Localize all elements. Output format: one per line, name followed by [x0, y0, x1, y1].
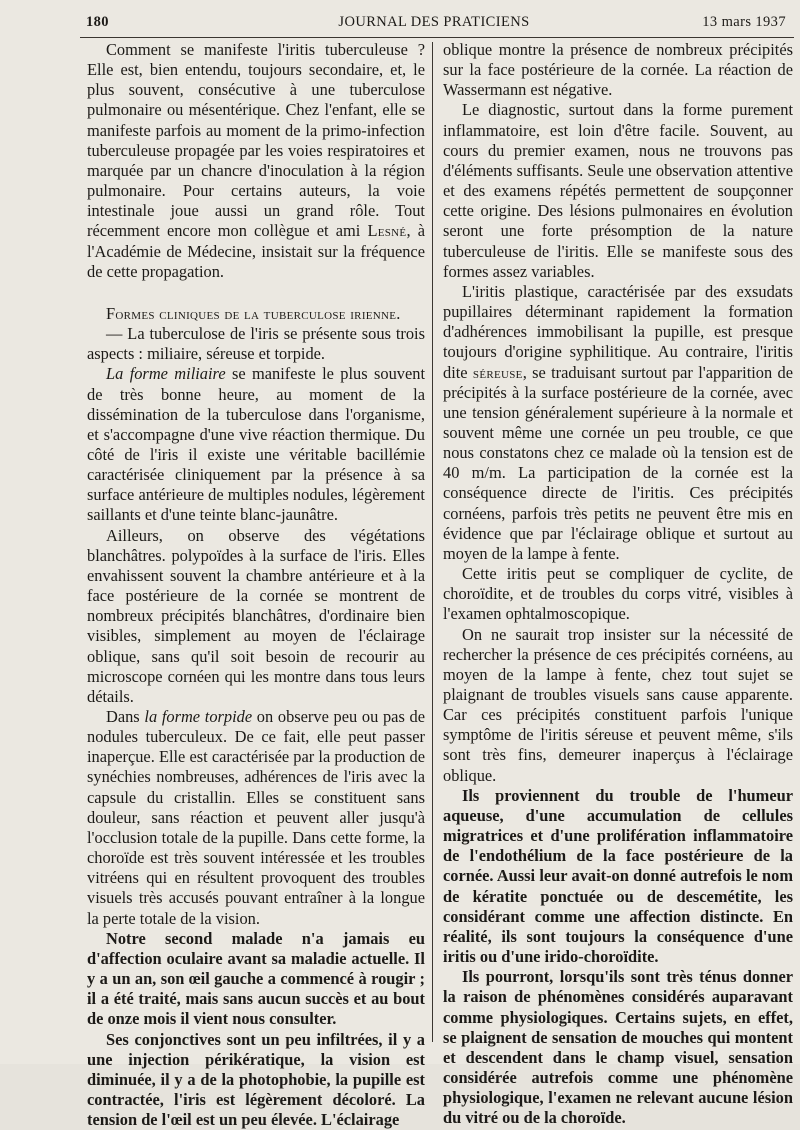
paragraph-origin	[87, 40, 425, 282]
paragraph-examination: Ses conjonctives sont un peu infiltrées, il y a une injection périkératique, la vision est diminuée, il y a de la photophobie, la pupille est contractée, l'iris est légèrement décoloré. La tension de l'œil est un peu élevée. L'éclairage	[87, 1030, 425, 1130]
author-name: Lesné	[367, 221, 406, 240]
paragraph-vegetations: Ailleurs, on observe des végétations blanchâtres. polypoïdes à la surface de l'iris. Elles envahissent souvent la chambre antérieure et à la face postérieure de la cornée se montrent de nombreux précipités blanchâtres, d'ordinaire bien visibles, simplement au moyen de l'éclairage oblique, sans qu'il soit besoin de recourir au microscope cornéen qui les montre dans tous leurs détails.	[87, 526, 425, 707]
left-column	[87, 40, 425, 1130]
miliaire-text: se manifeste le plus souvent de très bonne heure, au moment de la dissémination de la tuberculose dans l'organisme, et s'accompagne d'une vive réaction thermique. Du côté de l'iris il existe une véritable bacillémie caractérisée cliniquement par la présence à sa surface antérieure de multiples nodules, légèrement saillants et d'une teinte blanc-jaunâtre.	[87, 364, 425, 524]
paragraph-plastique	[443, 282, 793, 564]
paragraph-mouches: Ils pourront, lorsqu'ils sont très ténus donner la raison de phénomènes considérés auparavant comme physiologiques. Certains sujets, en effet, se plaignent de sensation de mouches qui montent et descendent dans le champ visuel, sensation considérée autrefois comme une phénomène physiologique, l'examen ne relevant aucune lésion du vitré ou de la choroïde.	[443, 967, 793, 1128]
paragraph-torpide	[87, 707, 425, 929]
origin-text-end: , à l'Académie de Médecine, insistait sur la fréquence de cette propagation.	[87, 221, 425, 280]
paragraph-forms	[87, 304, 425, 364]
paragraph-humeur-aqueuse: Ils proviennent du trouble de l'humeur aqueuse, d'une accumulation de cellules migratrices et d'une prolifération inflammatoire de l'endothélium de la face postérieure de la cornée. Aussi leur avait-on donné autrefois le nom de kératite ponctuée ou de descemétite, les considérant comme une affection distincte. En réalité, ils sont toujours la conséquence d'une iritis ou d'une irido-choroïdite.	[443, 786, 793, 967]
paragraph-cyclite: Cette iritis peut se compliquer de cyclite, de choroïdite, et de troubles du corps vitré, visibles à l'examen ophtalmoscopique.	[443, 564, 793, 624]
paragraph-second-patient: Notre second malade n'a jamais eu d'affection oculaire avant sa maladie actuelle. Il y a un an, son œil gauche a commencé à rougir ; il a été traité, mais sans aucun succès et au bout de onze mois il vient nous consulter.	[87, 929, 425, 1030]
page-header	[80, 14, 788, 36]
paragraph-continuation: oblique montre la présence de nombreux précipités sur la face postérieure de la cornée. La réaction de Wassermann est négative.	[443, 40, 793, 100]
plastique-text-end: , se traduisant surtout par l'apparition de précipités à la surface postérieure de la cornée, avec une tension généralement supérieure à la normale et souvent même une cornée un peu trouble, ce que nous constatons chez ce malade où la tension est de 40 m/m. La participation de la cornée est la conséquence directe de l'iritis. Ces précipités cornéens, parfois très petits ne peuvent être mis en évidence que par l'éclairage oblique et surtout au moyen de la lampe à fente.	[443, 363, 793, 563]
forme-miliaire-term: La forme miliaire	[106, 364, 226, 383]
sereuse-term: séreuse	[473, 363, 523, 382]
torpide-intro: Dans	[106, 707, 144, 726]
column-divider	[432, 42, 433, 1042]
origin-text: Comment se manifeste l'iritis tuberculeuse ? Elle est, bien entendu, toujours secondaire, et, le plus souvent, consécutive à une tuberculose pulmonaire ou mésentérique. Chez l'enfant, elle se manifeste parfois au moment de la primo-infection tuberculeuse propagée par les voies respiratoires et marquée par un chancre d'inoculation à la région pulmonaire. Pour certains auteurs, la voie intestinale joue aussi un grand rôle. Tout récemment encore mon collègue et ami	[87, 40, 425, 240]
header-rule	[80, 37, 794, 38]
paragraph-lampe-fente: On ne saurait trop insister sur la nécessité de rechercher la présence de ces précipités cornéens, au moyen de la lampe à fente, chez tout sujet se plaignant de troubles visuels sans cause apparente. Car ces précipités constituent parfois l'unique symptôme de l'iritis séreuse et peuvent même, s'ils sont très fins, demeurer inaperçus à l'éclairage oblique.	[443, 625, 793, 786]
paragraph-miliaire	[87, 364, 425, 525]
page-number: 180	[86, 14, 109, 31]
forme-torpide-term: la forme torpide	[144, 707, 252, 726]
plastique-text: L'iritis plastique, caractérisée par des exsudats pupillaires déterminant rapidement la formation d'adhérences immobilisant la pupille, est presque toujours d'origine syphilitique. Au contraire, l'iritis dite	[443, 282, 793, 382]
section-heading: Formes cliniques de la tuberculose irienne.	[106, 304, 401, 323]
right-column	[443, 40, 793, 1128]
issue-date: 13 mars 1937	[702, 14, 786, 31]
journal-title: JOURNAL DES PRATICIENS	[80, 14, 788, 31]
torpide-text: on observe peu ou pas de nodules tuberculeux. De ce fait, elle peut passer inaperçue. Elle est caractérisée par la production de synéchies nombreuses, adhérences de l'iris avec la capsule du cristallin. Elles se constituent sans douleur, sans réaction et peuvent aller jusqu'à l'occlusion totale de la pupille. Dans cette forme, la choroïde est très souvent intéressée et les troubles vitréens qui en résultent provoquent des troubles visuels très accusés pouvant entraîner à la longue la perte totale de la vision.	[87, 707, 425, 928]
forms-intro-text: — La tuberculose de l'iris se présente sous trois aspects : miliaire, séreuse et torpide.	[87, 324, 425, 364]
paragraph-diagnostic: Le diagnostic, surtout dans la forme purement inflammatoire, est loin d'être facile. Souvent, au cours du premier examen, nous ne trouvons pas d'éléments suffisants. Seule une observation attentive et des examens répétés permettent de soupçonner cette origine. Des lésions pulmonaires en évolution seront une forte présomption de la nature tuberculeuse de l'iritis. Elle se manifeste sous des formes assez variables.	[443, 100, 793, 281]
